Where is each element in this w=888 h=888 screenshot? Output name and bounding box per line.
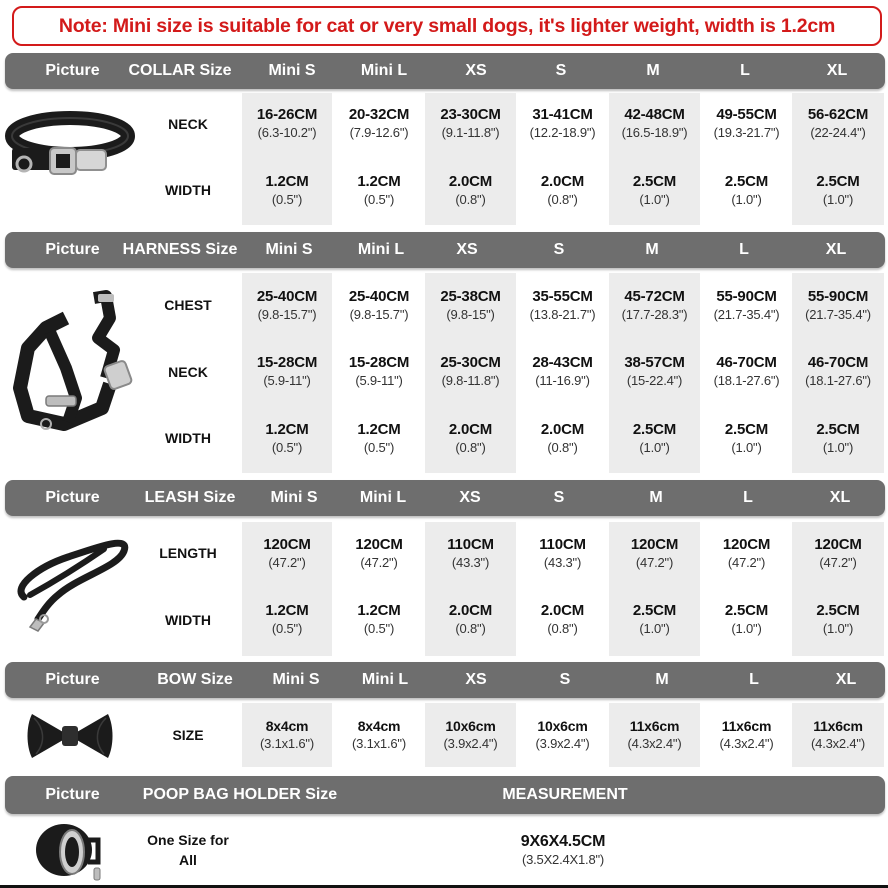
size-cell: 10x6cm (3.9x2.4") — [443, 717, 498, 751]
leash-size-title: LEASH Size — [144, 489, 236, 506]
size-l: L — [743, 489, 753, 506]
size-cell: 8x4cm (3.1x1.6") — [260, 717, 314, 751]
picture-label: Picture — [45, 62, 100, 79]
picture-label: Picture — [45, 489, 100, 506]
size-m: M — [645, 241, 659, 258]
size-cell: 42-48CM (16.5-18.9") — [621, 105, 688, 140]
size-l: L — [749, 671, 759, 688]
size-cell: 1.2CM (0.5") — [265, 601, 309, 636]
size-cell: 11x6cm (4.3x2.4") — [627, 717, 682, 751]
harness-row-label: NECK — [168, 364, 208, 380]
size-mini-l: Mini L — [361, 671, 409, 688]
harness-row-label: WIDTH — [165, 430, 211, 446]
size-cell: 1.2CM (0.5") — [357, 601, 401, 636]
bow-picture — [26, 708, 114, 764]
size-cell: 31-41CM (12.2-18.9") — [529, 105, 596, 140]
size-cell: 120CM (47.2") — [630, 535, 679, 570]
leash-row-label: WIDTH — [165, 612, 211, 628]
size-mini-s: Mini S — [270, 489, 318, 506]
size-cell: 2.5CM (1.0") — [816, 172, 860, 207]
size-cell: 20-32CM (7.9-12.6") — [348, 105, 410, 140]
size-cell: 2.0CM (0.8") — [448, 172, 493, 207]
size-cell: 110CM (43.3") — [447, 535, 494, 570]
collar-row-label: WIDTH — [165, 182, 211, 198]
size-mini-l: Mini L — [360, 62, 408, 79]
size-xl: XL — [835, 671, 857, 688]
size-cell: 16-26CM (6.3-10.2") — [256, 105, 318, 140]
size-l: L — [740, 62, 750, 79]
size-l: L — [739, 241, 749, 258]
size-m: M — [649, 489, 663, 506]
size-cell: 2.0CM (0.8") — [448, 420, 493, 455]
collar-size-title: COLLAR Size — [128, 62, 232, 79]
size-cell: 25-40CM (9.8-15.7") — [348, 287, 410, 322]
bow-size-title: BOW Size — [157, 671, 233, 688]
size-cell: 8x4cm (3.1x1.6") — [352, 717, 406, 751]
size-cell: 38-57CM (15-22.4") — [624, 353, 685, 388]
collar-row-label: NECK — [168, 116, 208, 132]
size-xs: XS — [459, 489, 481, 506]
size-s: S — [553, 241, 565, 258]
size-cell: 45-72CM (17.7-28.3") — [621, 287, 688, 322]
size-xs: XS — [456, 241, 478, 258]
poop-bag-measurement: 9X6X4.5CM (3.5X2.4X1.8") — [520, 832, 606, 867]
size-cell: 120CM (47.2") — [355, 535, 403, 570]
size-xl: XL — [826, 62, 848, 79]
size-cell: 2.0CM (0.8") — [540, 172, 585, 207]
size-cell: 2.5CM (1.0") — [724, 420, 769, 455]
poop-bag-holder-picture — [32, 818, 108, 884]
size-cell: 23-30CM (9.1-11.8") — [440, 105, 501, 140]
size-xs: XS — [465, 671, 487, 688]
picture-label: Picture — [45, 671, 100, 688]
size-m: M — [655, 671, 669, 688]
size-xl: XL — [829, 489, 851, 506]
size-s: S — [553, 489, 565, 506]
size-mini-s: Mini S — [272, 671, 320, 688]
picture-label: Picture — [45, 786, 100, 803]
size-cell: 2.5CM (1.0") — [816, 601, 860, 636]
size-cell: 120CM (47.2") — [722, 535, 771, 570]
leash-picture — [8, 527, 132, 637]
collar-picture — [4, 108, 136, 188]
size-xs: XS — [465, 62, 487, 79]
size-cell: 25-38CM (9.8-15") — [440, 287, 501, 322]
size-cell: 15-28CM (5.9-11") — [348, 353, 410, 388]
size-cell: 15-28CM (5.9-11") — [256, 353, 318, 388]
picture-label: Picture — [45, 241, 100, 258]
leash-header — [5, 480, 885, 516]
size-cell: 35-55CM (13.8-21.7") — [529, 287, 596, 322]
harness-header — [5, 232, 885, 268]
size-cell: 2.5CM (1.0") — [724, 172, 769, 207]
size-cell: 46-70CM (18.1-27.6") — [805, 353, 871, 388]
size-cell: 55-90CM (21.7-35.4") — [713, 287, 780, 322]
size-xl: XL — [825, 241, 847, 258]
size-cell: 1.2CM (0.5") — [357, 420, 401, 455]
size-cell: 10x6cm (3.9x2.4") — [535, 717, 590, 751]
size-cell: 25-30CM (9.8-11.8") — [440, 353, 501, 388]
collar-header — [5, 53, 885, 89]
leash-row-label: LENGTH — [159, 545, 217, 561]
size-cell: 2.5CM (1.0") — [816, 420, 860, 455]
size-cell: 2.0CM (0.8") — [448, 601, 493, 636]
harness-size-title: HARNESS Size — [122, 241, 238, 258]
poop-bag-label-line1: One Size for — [147, 832, 229, 848]
size-cell: 2.5CM (1.0") — [632, 420, 677, 455]
size-mini-l: Mini L — [359, 489, 407, 506]
size-mini-s: Mini S — [265, 241, 313, 258]
size-m: M — [646, 62, 660, 79]
size-cell: 28-43CM (11-16.9") — [532, 353, 593, 388]
size-cell: 1.2CM (0.5") — [357, 172, 401, 207]
size-cell: 49-55CM (19.3-21.7") — [713, 105, 780, 140]
size-cell: 46-70CM (18.1-27.6") — [713, 353, 780, 388]
size-cell: 25-40CM (9.8-15.7") — [256, 287, 318, 322]
bow-header — [5, 662, 885, 698]
size-cell: 11x6cm (4.3x2.4") — [719, 717, 774, 751]
size-cell: 110CM (43.3") — [539, 535, 586, 570]
size-cell: 120CM (47.2") — [814, 535, 862, 570]
size-cell: 2.0CM (0.8") — [540, 601, 585, 636]
size-mini-l: Mini L — [357, 241, 405, 258]
poop-bag-label-line2: All — [179, 852, 197, 868]
size-cell: 11x6cm (4.3x2.4") — [811, 717, 865, 751]
size-cell: 56-62CM (22-24.4") — [807, 105, 869, 140]
poop-bag-header — [5, 776, 885, 814]
size-mini-s: Mini S — [268, 62, 316, 79]
poop-bag-row-label — [132, 830, 244, 870]
measurement-label: MEASUREMENT — [502, 786, 628, 803]
harness-row-label: CHEST — [164, 297, 212, 313]
size-cell: 2.5CM (1.0") — [632, 172, 677, 207]
harness-picture — [6, 288, 136, 436]
size-cell: 2.5CM (1.0") — [724, 601, 769, 636]
size-cell: 1.2CM (0.5") — [265, 172, 309, 207]
note-banner: Note: Mini size is suitable for cat or very small dogs, it's lighter weight, width is 1.2cm — [12, 6, 882, 46]
size-s: S — [555, 62, 567, 79]
size-cell: 55-90CM (21.7-35.4") — [805, 287, 871, 322]
bow-row-label: SIZE — [172, 727, 204, 743]
size-cell: 1.2CM (0.5") — [265, 420, 309, 455]
poop-bag-size-title: POOP BAG HOLDER Size — [142, 786, 338, 803]
size-cell: 120CM (47.2") — [263, 535, 311, 570]
size-s: S — [559, 671, 571, 688]
size-cell: 2.0CM (0.8") — [540, 420, 585, 455]
size-cell: 2.5CM (1.0") — [632, 601, 677, 636]
